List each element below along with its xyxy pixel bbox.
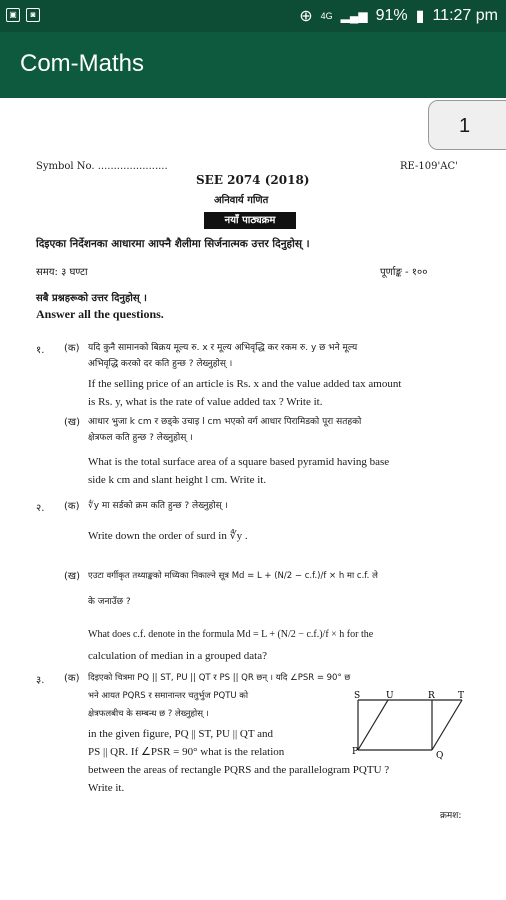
battery-percent: 91% xyxy=(375,7,408,24)
image-notification-icon: ▣ xyxy=(6,8,20,22)
q1b-np-line1: आधार भुजा k cm र छड्के उचाइ l cm भएको वर्ग आधार पिरामिडको पूरा सतहको xyxy=(88,417,362,427)
q3-number: ३. xyxy=(36,675,45,686)
symbol-no: Symbol No. ...................... xyxy=(36,161,168,172)
continued-label: क्रमश: xyxy=(440,811,462,821)
exam-page xyxy=(0,150,506,900)
q3a-en-line2: PS || QR. If ∠PSR = 90° what is the relation xyxy=(88,746,285,758)
sync-icon: ⊕ xyxy=(299,8,313,25)
full-marks: पूर्णाङ्क - १०० xyxy=(380,267,428,278)
app-title: Com-Maths xyxy=(20,50,145,77)
paper-code: RE-109'AC' xyxy=(400,161,458,172)
app-bar xyxy=(0,32,506,98)
q2a-label: (क) xyxy=(64,501,80,512)
instruction: दिइएका निर्देशनका आधारमा आफ्नै शैलीमा सिर्जनात्मक उत्तर दिनुहोस् । xyxy=(36,238,310,250)
q1a-label: (क) xyxy=(64,343,80,354)
q3a-en-line1: in the given figure, PQ || ST, PU || QT and xyxy=(88,728,273,740)
q3a-np-line3: क्षेत्रफलबीच के सम्बन्ध छ ? लेख्नुहोस् । xyxy=(88,709,209,719)
q2b-en-line1: What does c.f. denote in the formula Md = L + (N/2 − c.f.)/f × h for the xyxy=(88,629,374,640)
clock: 11:27 pm xyxy=(432,7,498,24)
exam-title: SEE 2074 (2018) xyxy=(196,173,310,187)
subject-title: अनिवार्य गणित xyxy=(214,195,269,206)
q1b-en-line1: What is the total surface area of a square based pyramid having base xyxy=(88,456,390,468)
q1b-np-line2: क्षेत्रफल कति हुन्छ ? लेख्नुहोस् । xyxy=(88,433,193,443)
q2a-np: ∜y मा सर्डको क्रम कति हुन्छ ? लेख्नुहोस् । xyxy=(88,501,228,511)
q1a-np-line1: यदि कुनै सामानको बिक्रय मूल्य रु. x र मूल्य अभिवृद्धि कर रकम रु. y छ भने मूल्य xyxy=(88,343,358,353)
q3a-en-line4: Write it. xyxy=(88,782,125,794)
gallery-notification-icon: ◙ xyxy=(26,8,40,22)
q2a-en: Write down the order of surd in ∜y . xyxy=(88,530,248,542)
q2b-np-line1: एउटा वर्गीकृत तथ्याङ्कको मध्यिका निकाल्ने सूत्र Md = L + (N/2 − c.f.)/f × h मा c.f. ले xyxy=(88,571,378,581)
q2b-en-line2: calculation of median in a grouped data? xyxy=(88,650,267,662)
signal-icon: ▂▄▆ xyxy=(340,9,368,23)
parallelogram-figure xyxy=(350,690,470,762)
q1b-en-line2: side k cm and slant height l cm. Write it. xyxy=(88,474,267,486)
q1a-en-line1: If the selling price of an article is Rs. x and the value added tax amount xyxy=(88,378,402,390)
q3a-np-line2: भने आयत PQRS र समानान्तर चतुर्भुज PQTU को xyxy=(88,691,249,701)
figure-label-u: U xyxy=(386,691,394,701)
q1b-label: (ख) xyxy=(64,417,80,428)
syllabus-badge: नयाँ पाठ्यक्रम xyxy=(204,212,296,229)
battery-icon: ▮ xyxy=(415,8,425,25)
q3a-label: (क) xyxy=(64,673,80,684)
q1-number: १. xyxy=(36,345,45,356)
figure-label-t: T xyxy=(458,691,465,701)
network-type: 4G xyxy=(320,11,333,21)
q1a-en-line2: is Rs. y, what is the rate of value added tax ? Write it. xyxy=(88,396,323,408)
q1a-np-line2: अभिवृद्धि करको दर कति हुन्छ ? लेख्नुहोस् । xyxy=(88,359,233,369)
figure-label-s: S xyxy=(354,691,361,701)
time-label: समय: ३ घण्टा xyxy=(36,267,88,278)
page-number-badge[interactable]: 1 xyxy=(428,100,506,150)
q2b-np-line2: के जनाउँछ ? xyxy=(88,597,131,607)
q3a-np-line1: दिइएको चित्रमा PQ || ST, PU || QT र PS || QR छन् । यदि ∠PSR = 90° छ xyxy=(88,673,351,683)
figure-label-r: R xyxy=(428,691,435,701)
q2-number: २. xyxy=(36,503,45,514)
status-bar xyxy=(0,0,506,32)
answer-all-en: Answer all the questions. xyxy=(36,307,164,321)
figure-label-q: Q xyxy=(436,751,444,761)
q2b-label: (ख) xyxy=(64,571,80,582)
answer-all-np: सबै प्रश्नहरूको उत्तर दिनुहोस् । xyxy=(36,293,147,304)
q3a-en-line3: between the areas of rectangle PQRS and the parallelogram PQTU ? xyxy=(88,764,390,776)
figure-label-p: P xyxy=(352,747,359,757)
